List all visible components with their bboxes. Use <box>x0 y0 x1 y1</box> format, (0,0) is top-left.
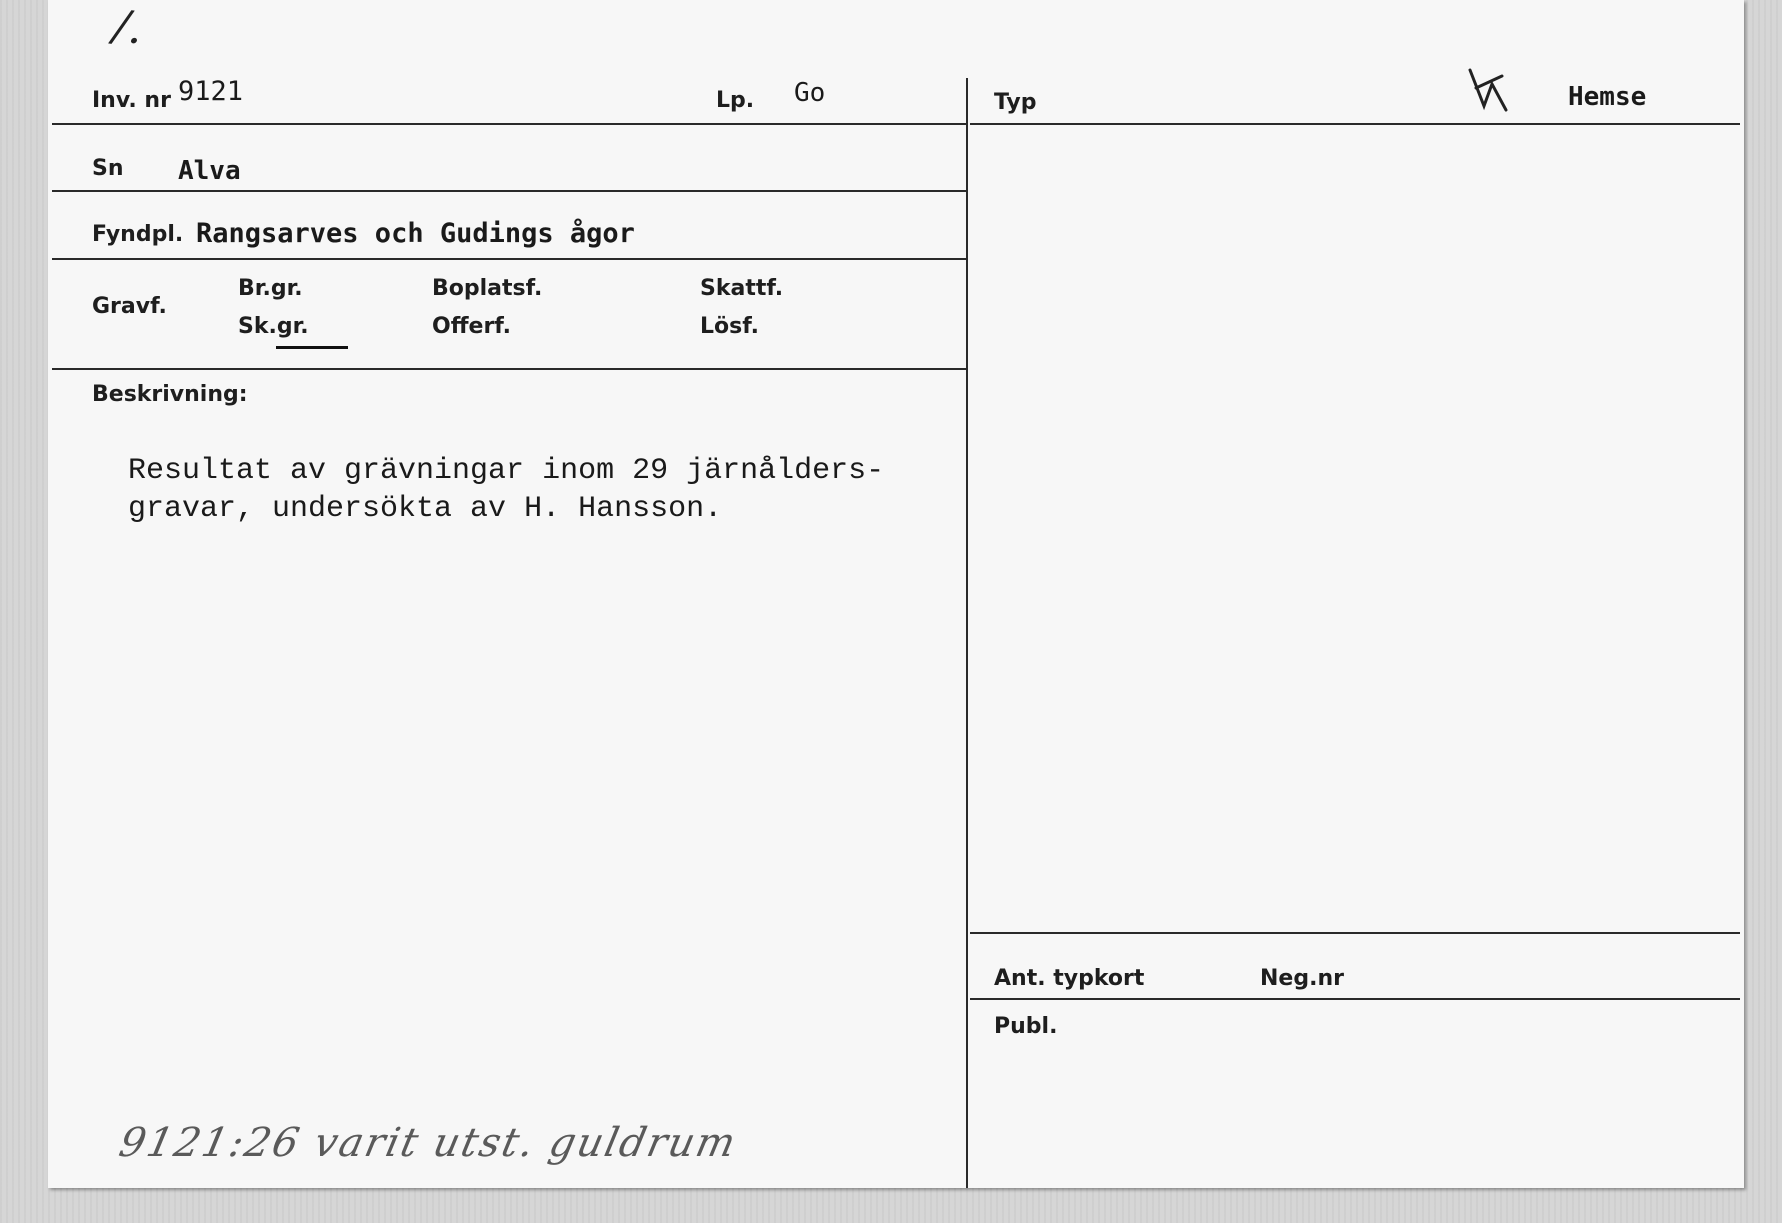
br-gr-option: Br.gr. <box>238 276 303 301</box>
neg-nr-label: Neg.nr <box>1260 966 1344 991</box>
beskrivning-label: Beskrivning: <box>92 382 248 407</box>
column-divider <box>966 78 968 1188</box>
gravf-label: Gravf. <box>92 294 167 319</box>
handwritten-note: 9121:26 varit utst. guldrum <box>115 1120 742 1166</box>
divider-line <box>52 123 968 125</box>
fyndpl-value: Rangsarves och Gudings ågor <box>196 218 635 249</box>
divider-line <box>970 123 1740 125</box>
sk-gr-underline <box>276 346 348 349</box>
ant-typkort-label: Ant. typkort <box>994 966 1145 991</box>
handwritten-mark-icon <box>1466 66 1510 116</box>
typ-value: Hemse <box>1568 82 1647 112</box>
skattf-option: Skattf. <box>700 276 784 301</box>
lp-value: Go <box>794 78 826 108</box>
fyndpl-label: Fyndpl. <box>92 222 184 247</box>
offerf-option: Offerf. <box>432 314 512 339</box>
publ-label: Publ. <box>994 1014 1058 1039</box>
sn-value: Alva <box>178 156 241 186</box>
corner-mark: /. <box>110 0 147 55</box>
beskrivning-text <box>128 452 988 528</box>
typ-label: Typ <box>994 90 1037 115</box>
inv-nr-label: Inv. nr <box>92 88 171 113</box>
boplatsf-option: Boplatsf. <box>432 276 543 301</box>
divider-line <box>970 932 1740 934</box>
index-card <box>48 0 1744 1188</box>
losf-option: Lösf. <box>700 314 759 339</box>
beskrivning-line-2: gravar, undersökta av H. Hansson. <box>128 492 723 526</box>
beskrivning-line-1: Resultat av grävningar inom 29 järnålders- <box>128 454 885 488</box>
inv-nr-value: 9121 <box>178 76 244 107</box>
divider-line <box>52 190 968 192</box>
divider-line <box>970 998 1740 1000</box>
divider-line <box>52 368 968 370</box>
lp-label: Lp. <box>716 88 755 113</box>
divider-line <box>52 258 968 260</box>
sn-label: Sn <box>92 156 124 181</box>
sk-gr-option: Sk.gr. <box>238 314 309 339</box>
